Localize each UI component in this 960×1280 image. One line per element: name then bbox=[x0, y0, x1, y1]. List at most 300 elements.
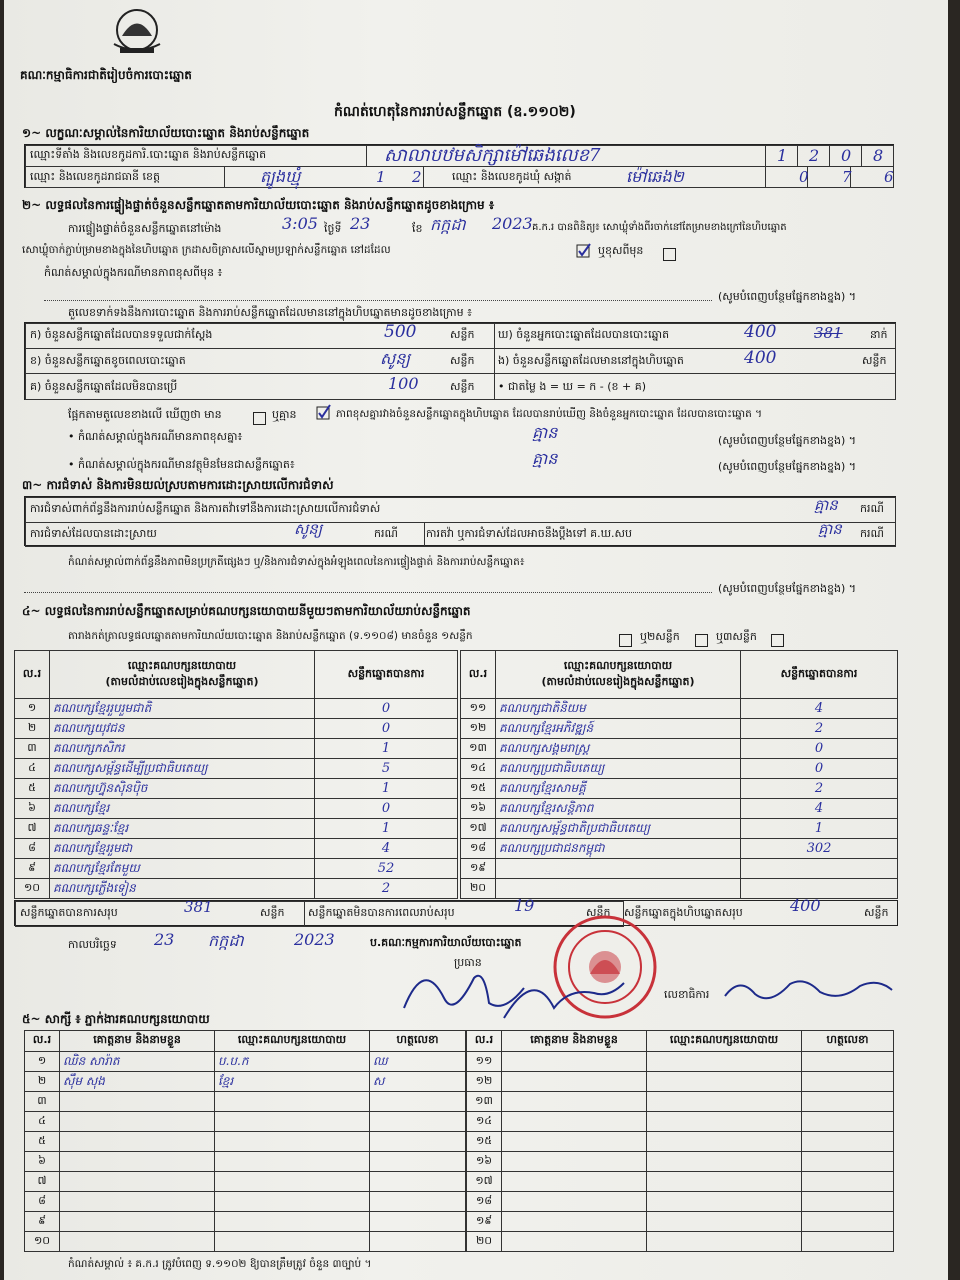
note1-value: គ្មាន bbox=[532, 423, 558, 442]
vote-count: 5 bbox=[315, 759, 458, 779]
row-number: ១៣ bbox=[461, 739, 496, 759]
witness-party bbox=[647, 1072, 802, 1092]
row-number: ១៧ bbox=[461, 819, 496, 839]
row-number: ១៣ bbox=[467, 1092, 502, 1112]
row-number: ១ bbox=[25, 1052, 60, 1072]
row-number: ១៦ bbox=[461, 799, 496, 819]
note2-label: • កំណត់សម្គាល់ក្នុងករណីមានវត្ថុមិនមែនជាសន្លឹកឆ្នោត៖ bbox=[68, 458, 295, 471]
party-name: គណបក្សជាតិនិយម bbox=[496, 699, 741, 719]
table-row bbox=[461, 859, 898, 879]
witness-signature bbox=[370, 1212, 466, 1232]
same-checkbox[interactable] bbox=[576, 243, 592, 263]
table-row bbox=[461, 779, 898, 799]
verify-line-a: ការផ្ទៀងផ្ទាត់ចំនួនសន្លឹកឆ្នោតនៅម៉ោង bbox=[68, 222, 222, 235]
row-number: ២០ bbox=[461, 879, 496, 899]
voters-value: 400 bbox=[744, 322, 777, 342]
totals-row bbox=[14, 900, 898, 926]
vote-count: 1 bbox=[315, 739, 458, 759]
row-number: ១១ bbox=[461, 699, 496, 719]
witness-party bbox=[215, 1172, 370, 1192]
figures-intro: តួលេខទាក់ទងនឹងការបោះឆ្នោត និងការរាប់សន្លឹកឆ្នោតដែលមាននៅក្នុងហិបឆ្នោតមានដូចខាងក្រោម ៖ bbox=[68, 306, 472, 319]
unused-unit: សន្លឹក bbox=[450, 380, 475, 393]
inbox-label: ង) ចំនួនសន្លឹកឆ្នោតដែលមាននៅក្នុងហិបឆ្នោត bbox=[498, 354, 684, 367]
vote-count: 4 bbox=[741, 799, 898, 819]
province-value: ត្បូងឃ្មុំ bbox=[260, 167, 301, 186]
table-row bbox=[15, 719, 458, 739]
witness-signature bbox=[802, 1132, 894, 1152]
witness-party bbox=[647, 1092, 802, 1112]
note1-label: • កំណត់សម្គាល់ក្នុងករណីមានភាពខុសគ្នា៖ bbox=[68, 430, 243, 443]
witness-name bbox=[502, 1172, 647, 1192]
date-day: 23 bbox=[154, 930, 175, 949]
changed-checkbox[interactable] bbox=[660, 244, 679, 263]
witness-party bbox=[215, 1092, 370, 1112]
witness-signature bbox=[802, 1112, 894, 1132]
committee-label: ប.គណៈកម្មការការិយាល័យបោះឆ្នោត bbox=[370, 936, 522, 949]
changed-option: ឬខុសពីមុន bbox=[598, 244, 644, 257]
witness-signature bbox=[802, 1192, 894, 1212]
total-invalid-unit: សន្លឹក bbox=[586, 906, 611, 919]
witness-signature bbox=[370, 1232, 466, 1252]
verify-line-b: ថ្ងៃទី bbox=[324, 222, 342, 235]
witness-party bbox=[647, 1132, 802, 1152]
received-unit: សន្លឹក bbox=[450, 328, 475, 341]
party-name: គណបក្សសម្ព័ន្ធដើម្បីប្រជាធិបតេយ្យ bbox=[50, 759, 315, 779]
party-name: គណបក្សហ្វ៊ុនស៊ិនប៉ិច bbox=[50, 779, 315, 799]
witness-name bbox=[502, 1132, 647, 1152]
table-row bbox=[461, 719, 898, 739]
vote-count: 0 bbox=[741, 739, 898, 759]
chair-label: ប្រធាន bbox=[454, 956, 482, 969]
inbox-unit: សន្លឹក bbox=[862, 354, 887, 367]
row-number: ៩ bbox=[15, 859, 50, 879]
witness-party: ប.ប.ក bbox=[215, 1052, 370, 1072]
total-box-value: 400 bbox=[790, 896, 821, 915]
witness-name bbox=[60, 1192, 215, 1212]
table-row bbox=[15, 799, 458, 819]
party-name: គណបក្សខ្មែរសាមគ្គី bbox=[496, 779, 741, 799]
col-no: ល.រ bbox=[467, 1031, 502, 1052]
row-number: ១២ bbox=[467, 1072, 502, 1092]
table-row bbox=[467, 1052, 894, 1072]
voters-struck-value: 381 bbox=[814, 324, 843, 342]
received-value: 500 bbox=[384, 322, 417, 342]
row-number: ១៧ bbox=[467, 1172, 502, 1192]
diff-line-c: ភាពខុសគ្នារវាងចំនួនសន្លឹកឆ្នោតក្នុងហិបឆ្នោត ដែលបានរាប់ឃើញ និងចំនួនអ្នកបោះឆ្នោត ដែលបានបោះឆ្នោត ។ bbox=[336, 408, 763, 420]
table-row bbox=[25, 1132, 466, 1152]
row-number: ២០ bbox=[467, 1232, 502, 1252]
section3-title: ៣~ ការជំទាស់ និងការមិនយល់ស្របតាមការដោះស្រាយលើការជំទាស់ bbox=[22, 478, 334, 492]
has-diff-checkbox[interactable] bbox=[250, 408, 269, 427]
vote-count bbox=[741, 859, 898, 879]
vote-count: 0 bbox=[315, 799, 458, 819]
table-row bbox=[467, 1132, 894, 1152]
fill-note-1: (សូមបំពេញបន្ថែមផ្នែកខាងខ្នង) ។ bbox=[718, 290, 857, 303]
commune-code-1: 0 bbox=[799, 168, 809, 186]
witness-name bbox=[502, 1052, 647, 1072]
inbox-value: 400 bbox=[744, 348, 777, 368]
note2-value: គ្មាន bbox=[532, 449, 558, 468]
section4-title: ៤~ លទ្ធផលនៃការរាប់សន្លឹកឆ្នោតសម្រាប់គណបក្សនយោបាយនីមួយៗតាមការិយាល័យរាប់សន្លឹកឆ្នោត bbox=[22, 604, 471, 618]
witness-name: ឈិន សារ៉ាត bbox=[60, 1052, 215, 1072]
table-row bbox=[15, 859, 458, 879]
verify-day: 23 bbox=[350, 214, 371, 233]
table-row bbox=[461, 759, 898, 779]
institution-name: គណៈកម្មាធិការជាតិរៀបចំការបោះឆ្នោត bbox=[20, 68, 192, 82]
vote-count: 2 bbox=[741, 719, 898, 739]
verify-line-d: គ.ក.រ បានពិនិត្យ៖ សោឃ្លុំទាំងពីរចាក់នៅតែម្រាមខាងក្រៅនៃហិបឆ្នោត bbox=[532, 222, 787, 233]
witness-signature bbox=[370, 1192, 466, 1212]
row-number: ១៨ bbox=[461, 839, 496, 859]
col-name: គោត្តនាម និងនាមខ្លួន bbox=[502, 1031, 647, 1052]
row-number: ១១ bbox=[467, 1052, 502, 1072]
results-table-right bbox=[460, 650, 898, 899]
witness-signature: ឈ bbox=[370, 1052, 466, 1072]
row-number: ១៩ bbox=[461, 859, 496, 879]
witness-name bbox=[60, 1152, 215, 1172]
three-sheet-option: ឬ៣សន្លឹក bbox=[716, 630, 757, 643]
total-invalid-label: សន្លឹកឆ្នោតមិនបានការពេលរាប់សរុប bbox=[308, 906, 455, 919]
col-no: ល.រ bbox=[15, 651, 50, 699]
total-box-label: សន្លឹកឆ្នោតក្នុងហិបឆ្នោតសរុប bbox=[624, 906, 743, 919]
spoiled-unit: សន្លឹក bbox=[450, 354, 475, 367]
witness-party bbox=[215, 1192, 370, 1212]
witness-party bbox=[647, 1172, 802, 1192]
table-row bbox=[25, 1172, 466, 1192]
received-label: ក) ចំនួនសន្លឹកឆ្នោតដែលបានទទួលជាក់ស្តែង bbox=[30, 328, 213, 341]
witness-name bbox=[502, 1192, 647, 1212]
table-row bbox=[461, 739, 898, 759]
two-sheet-option: ឬ២សន្លឹក bbox=[640, 630, 680, 643]
witness-signature bbox=[370, 1172, 466, 1192]
row-number: ៤ bbox=[15, 759, 50, 779]
witness-party bbox=[647, 1052, 802, 1072]
table-row bbox=[15, 819, 458, 839]
objection-label: ការជំទាស់ពាក់ព័ន្ធនឹងការរាប់សន្លឹកឆ្នោត និងការតវ៉ាទៅនឹងការដោះស្រាយលើការជំទាស់ bbox=[30, 502, 381, 515]
col-no: ល.រ bbox=[461, 651, 496, 699]
col-party: ឈ្មោះគណបក្សនយោបាយ bbox=[647, 1031, 802, 1052]
witness-table-right bbox=[466, 1030, 894, 1252]
form-title: កំណត់ហេតុនៃការរាប់សន្លឹកឆ្នោត (ឧ.១១០២) bbox=[334, 104, 576, 120]
col-votes: សន្លឹកឆ្នោតបានការ bbox=[315, 651, 458, 699]
row-number: ៦ bbox=[25, 1152, 60, 1172]
party-name: គណបក្សយុវជន bbox=[50, 719, 315, 739]
col-votes: សន្លឹកឆ្នោតបានការ bbox=[741, 651, 898, 699]
witness-signature bbox=[370, 1152, 466, 1172]
party-name bbox=[496, 859, 741, 879]
row-number: ៨ bbox=[25, 1192, 60, 1212]
table-row bbox=[467, 1192, 894, 1212]
resolved-cases: ករណី bbox=[374, 527, 398, 540]
witness-signature bbox=[802, 1052, 894, 1072]
secretary-signature bbox=[720, 966, 900, 1014]
no-diff-checkbox[interactable] bbox=[316, 404, 332, 424]
resolved-value: សូន្យ bbox=[294, 520, 323, 538]
appeal-cases: ករណី bbox=[860, 527, 884, 540]
row-number: ៥ bbox=[15, 779, 50, 799]
location-code-4: 8 bbox=[873, 146, 884, 165]
vote-count: 1 bbox=[741, 819, 898, 839]
witness-signature bbox=[802, 1092, 894, 1112]
witness-name bbox=[502, 1232, 647, 1252]
party-name: គណបក្សខ្មែររួមជា bbox=[50, 839, 315, 859]
date-label: កាលបរិច្ឆេទ bbox=[68, 938, 117, 951]
party-name: គណបក្សប្រជាជនកម្ពុជា bbox=[496, 839, 741, 859]
voters-unit: នាក់ bbox=[870, 328, 888, 341]
location-code-3: 0 bbox=[841, 146, 852, 165]
chair-signature bbox=[394, 948, 654, 1032]
witness-signature bbox=[802, 1212, 894, 1232]
witness-party bbox=[647, 1212, 802, 1232]
diff-line-a: ផ្អែកតាមតួលេខខាងលើ ឃើញថា មាន bbox=[68, 408, 222, 421]
col-party: ឈ្មោះគណបក្សនយោបាយ (តាមលំដាប់លេខរៀងក្នុងសន្លឹកឆ្នោត) bbox=[50, 651, 315, 699]
province-code-1: 1 bbox=[376, 168, 386, 186]
three-sheet-checkbox[interactable] bbox=[768, 630, 787, 649]
witness-name bbox=[60, 1232, 215, 1252]
row-number: ៩ bbox=[25, 1212, 60, 1232]
vote-count: 1 bbox=[315, 779, 458, 799]
resolved-label: ការជំទាស់ដែលបានដោះស្រាយ bbox=[30, 527, 157, 540]
dotted-line bbox=[24, 592, 712, 593]
party-name: គណបក្សខ្មែរសន្តិភាព bbox=[496, 799, 741, 819]
table-row bbox=[15, 739, 458, 759]
witness-party bbox=[647, 1192, 802, 1212]
witness-name bbox=[502, 1072, 647, 1092]
witness-name bbox=[60, 1172, 215, 1192]
commune-value: ម៉ៅឆេង២ bbox=[626, 167, 684, 186]
col-party: ឈ្មោះគណបក្សនយោបាយ bbox=[215, 1031, 370, 1052]
witness-name bbox=[60, 1092, 215, 1112]
witness-party bbox=[647, 1112, 802, 1132]
table-row bbox=[461, 839, 898, 859]
formula-label: • ជាតម្លៃ ង = ឃ = ក - (ខ + គ) bbox=[498, 380, 646, 393]
row-number: ១៤ bbox=[467, 1112, 502, 1132]
table-row bbox=[467, 1212, 894, 1232]
spoiled-label: ខ) ចំនួនសន្លឹកឆ្នោតខូចពេលបោះឆ្នោត bbox=[30, 354, 186, 367]
col-sign: ហត្ថលេខា bbox=[802, 1031, 894, 1052]
commune-code-2: 7 bbox=[842, 168, 852, 186]
table-row bbox=[461, 699, 898, 719]
table-row bbox=[25, 1152, 466, 1172]
witness-name bbox=[502, 1152, 647, 1172]
fill-note-2: (សូមបំពេញបន្ថែមផ្នែកខាងខ្នង) ។ bbox=[718, 434, 857, 447]
witness-party: ខ្មែរ bbox=[215, 1072, 370, 1092]
total-valid-unit: សន្លឹក bbox=[260, 906, 285, 919]
vote-count: 52 bbox=[315, 859, 458, 879]
section1-title: ១~ លក្ខណៈសម្គាល់នៃការិយាល័យបោះឆ្នោត និងរាប់សន្លឹកឆ្នោត bbox=[22, 126, 310, 140]
witness-signature bbox=[370, 1112, 466, 1132]
commune-code-3: 6 bbox=[884, 168, 894, 186]
location-value: សាលាបឋមសិក្សាម៉ៅឆេងលេខ7 bbox=[384, 145, 601, 166]
total-box-unit: សន្លឹក bbox=[864, 906, 889, 919]
vote-count: 302 bbox=[741, 839, 898, 859]
table-row bbox=[15, 839, 458, 859]
appeal-label: ការតវ៉ា ឬការជំទាស់ដែលអាចនឹងប្តឹងទៅ គ.ឃ.សប bbox=[426, 527, 633, 540]
witness-signature: ស bbox=[370, 1072, 466, 1092]
verify-year: 2023 bbox=[492, 214, 533, 233]
date-year: 2023 bbox=[294, 930, 335, 949]
table-row bbox=[25, 1072, 466, 1092]
witness-party bbox=[215, 1132, 370, 1152]
row-number: ១៩ bbox=[467, 1212, 502, 1232]
vote-count: 4 bbox=[315, 839, 458, 859]
party-name: គណបក្សប្រជាធិបតេយ្យ bbox=[496, 759, 741, 779]
witness-party bbox=[215, 1212, 370, 1232]
row-number: ១៦ bbox=[467, 1152, 502, 1172]
party-name: គណបក្សភ្លើងទៀន bbox=[50, 879, 315, 899]
verify-time: 3:05 bbox=[282, 214, 318, 233]
row-number: ១៨ bbox=[467, 1192, 502, 1212]
vote-count: 0 bbox=[315, 719, 458, 739]
date-month: កក្កដា bbox=[208, 931, 244, 950]
diff-line-b: ឬគ្មាន bbox=[272, 408, 297, 421]
table-row bbox=[25, 1232, 466, 1252]
location-code-2: 2 bbox=[809, 146, 820, 165]
witness-party bbox=[215, 1152, 370, 1172]
table-row bbox=[467, 1112, 894, 1132]
table-row bbox=[25, 1092, 466, 1112]
dotted-line bbox=[44, 300, 712, 301]
table-row bbox=[25, 1212, 466, 1232]
col-name: គោត្តនាម និងនាមខ្លួន bbox=[60, 1031, 215, 1052]
witness-name bbox=[502, 1112, 647, 1132]
table-row bbox=[15, 699, 458, 719]
row-number: ៣ bbox=[15, 739, 50, 759]
row-number: ១៤ bbox=[461, 759, 496, 779]
witness-signature bbox=[802, 1232, 894, 1252]
row-number: ៣ bbox=[25, 1092, 60, 1112]
verify-month: កក្កដា bbox=[430, 215, 466, 234]
row-number: ១២ bbox=[461, 719, 496, 739]
witness-name bbox=[502, 1212, 647, 1232]
one-sheet-checkbox[interactable] bbox=[616, 630, 635, 649]
row-number: ១៥ bbox=[467, 1132, 502, 1152]
witness-signature bbox=[802, 1072, 894, 1092]
witness-name bbox=[60, 1212, 215, 1232]
table-row bbox=[25, 1052, 466, 1072]
objection-value: គ្មាន bbox=[814, 496, 838, 514]
row-number: ៥ bbox=[25, 1132, 60, 1152]
province-code-2: 2 bbox=[412, 168, 422, 186]
objection-cases: ករណី bbox=[860, 502, 884, 515]
voters-label: ឃ) ចំនួនអ្នកបោះឆ្នោតដែលបានបោះឆ្នោត bbox=[498, 328, 670, 341]
witness-name bbox=[60, 1132, 215, 1152]
table-row bbox=[467, 1232, 894, 1252]
party-name: គណបក្សឆន្ទៈខ្មែរ bbox=[50, 819, 315, 839]
total-valid-label: សន្លឹកឆ្នោតបានការសរុប bbox=[20, 906, 118, 919]
province-label: ឈ្មោះ និងលេខកូដរាជធានី ខេត្ត bbox=[30, 170, 160, 183]
form-sheet bbox=[4, 0, 948, 1280]
two-sheet-checkbox[interactable] bbox=[692, 630, 711, 649]
tally-sheet-note: តារាងកត់ត្រាលទ្ធផលឆ្នោតតាមការិយាល័យបោះឆ្នោត និងរាប់សន្លឹកឆ្នោត (ទ.១១០៨) មានចំនួន ១សន្លឹក bbox=[68, 630, 473, 642]
witness-party bbox=[647, 1152, 802, 1172]
diff-note-label: កំណត់សម្គាល់ក្នុងករណីមានភាពខុសពីមុន ៖ bbox=[44, 266, 223, 279]
vote-count: 1 bbox=[315, 819, 458, 839]
table-row bbox=[467, 1092, 894, 1112]
verify-line-c: ខែ bbox=[412, 222, 423, 235]
party-name: គណបក្សសង្គមរាស្ត្រ bbox=[496, 739, 741, 759]
row-number: ៤ bbox=[25, 1112, 60, 1132]
witness-signature bbox=[802, 1172, 894, 1192]
verify-line-2: សោឃ្លុំចាក់ភ្ជាប់ម្រាមខាងក្នុងនៃហិបឆ្នោត ក្រដាសចិត្រាសលើស្នាមប្រឡាក់សន្លឹកឆ្នោត នៅដដែល bbox=[22, 244, 391, 256]
table-row bbox=[15, 759, 458, 779]
location-label: ឈ្មោះទីតាំង និងលេខកូដការិ.បោះឆ្នោត និងរាប់សន្លឹកឆ្នោត bbox=[30, 148, 267, 161]
witness-party bbox=[215, 1112, 370, 1132]
table-row bbox=[461, 799, 898, 819]
row-number: ៨ bbox=[15, 839, 50, 859]
vote-count: 2 bbox=[315, 879, 458, 899]
witness-name bbox=[502, 1092, 647, 1112]
witness-signature bbox=[370, 1092, 466, 1112]
row-number: ៧ bbox=[15, 819, 50, 839]
party-name: គណបក្សខ្មែរតែមួយ bbox=[50, 859, 315, 879]
party-name: គណបក្សខ្មែរ bbox=[50, 799, 315, 819]
row-number: ១៥ bbox=[461, 779, 496, 799]
results-table-left bbox=[14, 650, 458, 899]
section5-title: ៥~ សាក្សី ៖ ភ្នាក់ងារគណបក្សនយោបាយ bbox=[22, 1012, 210, 1026]
footer-note: កំណត់សម្គាល់ ៖ គ.ក.រ ត្រូវបំពេញ ទ.១១០២ ឱ្យបានត្រឹមត្រូវ ចំនួន ៣ច្បាប់ ។ bbox=[68, 1258, 372, 1270]
unused-label: គ) ចំនួនសន្លឹកឆ្នោតដែលមិនបានប្រើ bbox=[30, 380, 178, 393]
witness-signature bbox=[802, 1152, 894, 1172]
col-party: ឈ្មោះគណបក្សនយោបាយ (តាមលំដាប់លេខរៀងក្នុងសន្លឹកឆ្នោត) bbox=[496, 651, 741, 699]
table-row bbox=[15, 879, 458, 899]
party-name: គណបក្សកសិករ bbox=[50, 739, 315, 759]
table-row bbox=[467, 1072, 894, 1092]
table-row bbox=[467, 1152, 894, 1172]
unused-value: 100 bbox=[388, 374, 419, 393]
vote-count: 4 bbox=[741, 699, 898, 719]
total-valid-value: 381 bbox=[184, 898, 213, 916]
row-number: ២ bbox=[25, 1072, 60, 1092]
party-name: គណបក្សខ្មែររួបរួមជាតិ bbox=[50, 699, 315, 719]
row-number: ៧ bbox=[25, 1172, 60, 1192]
col-no: ល.រ bbox=[25, 1031, 60, 1052]
witness-name: ស៊ឹម សុង bbox=[60, 1072, 215, 1092]
secretary-label: លេខាធិការ bbox=[664, 988, 710, 1001]
emblem-icon bbox=[102, 6, 172, 58]
row-number: ១០ bbox=[15, 879, 50, 899]
section2-title: ២~ លទ្ធផលនៃការផ្ទៀងផ្ទាត់ចំនួនសន្លឹកឆ្នោតតាមការិយាល័យបោះឆ្នោត និងរាប់សន្លឹកឆ្នោតដូចខាងក្រោម ៖ bbox=[22, 198, 495, 212]
table-row bbox=[461, 819, 898, 839]
witness-signature bbox=[370, 1132, 466, 1152]
row-number: ៦ bbox=[15, 799, 50, 819]
total-invalid-value: 19 bbox=[514, 896, 535, 915]
witness-party bbox=[215, 1232, 370, 1252]
col-sign: ហត្ថលេខា bbox=[370, 1031, 466, 1052]
witness-name bbox=[60, 1112, 215, 1132]
table-row bbox=[25, 1112, 466, 1132]
fill-note-3: (សូមបំពេញបន្ថែមផ្នែកខាងខ្នង) ។ bbox=[718, 460, 857, 473]
witness-party bbox=[647, 1232, 802, 1252]
witness-table-left bbox=[24, 1030, 466, 1252]
location-code-1: 1 bbox=[777, 146, 788, 165]
fill-note-4: (សូមបំពេញបន្ថែមផ្នែកខាងខ្នង) ។ bbox=[718, 582, 857, 595]
irregularity-note: កំណត់សម្គាល់ពាក់ព័ន្ធនឹងភាពមិនប្រក្រតីផ្សេងៗ ឬ/និងការជំទាស់ក្នុងអំឡុងពេលនៃការផ្ទៀងផ្ទាត់ និងការរាប់សន្លឹកឆ្នោត៖ bbox=[68, 556, 525, 568]
spoiled-value: សូន្យ bbox=[380, 349, 411, 368]
row-number: ២ bbox=[15, 719, 50, 739]
row-number: ១០ bbox=[25, 1232, 60, 1252]
row-number: ១ bbox=[15, 699, 50, 719]
table-row bbox=[25, 1192, 466, 1212]
commune-label: ឈ្មោះ និងលេខកូដឃុំ សង្កាត់ bbox=[452, 170, 572, 183]
vote-count: 2 bbox=[741, 779, 898, 799]
party-name: គណបក្សខ្មែរអភិវឌ្ឍន៍ bbox=[496, 719, 741, 739]
vote-count: 0 bbox=[315, 699, 458, 719]
table-row bbox=[467, 1172, 894, 1192]
vote-count: 0 bbox=[741, 759, 898, 779]
appeal-value: គ្មាន bbox=[818, 520, 842, 538]
party-name: គណបក្សសម្ព័ន្ធជាតិប្រជាធិបតេយ្យ bbox=[496, 819, 741, 839]
